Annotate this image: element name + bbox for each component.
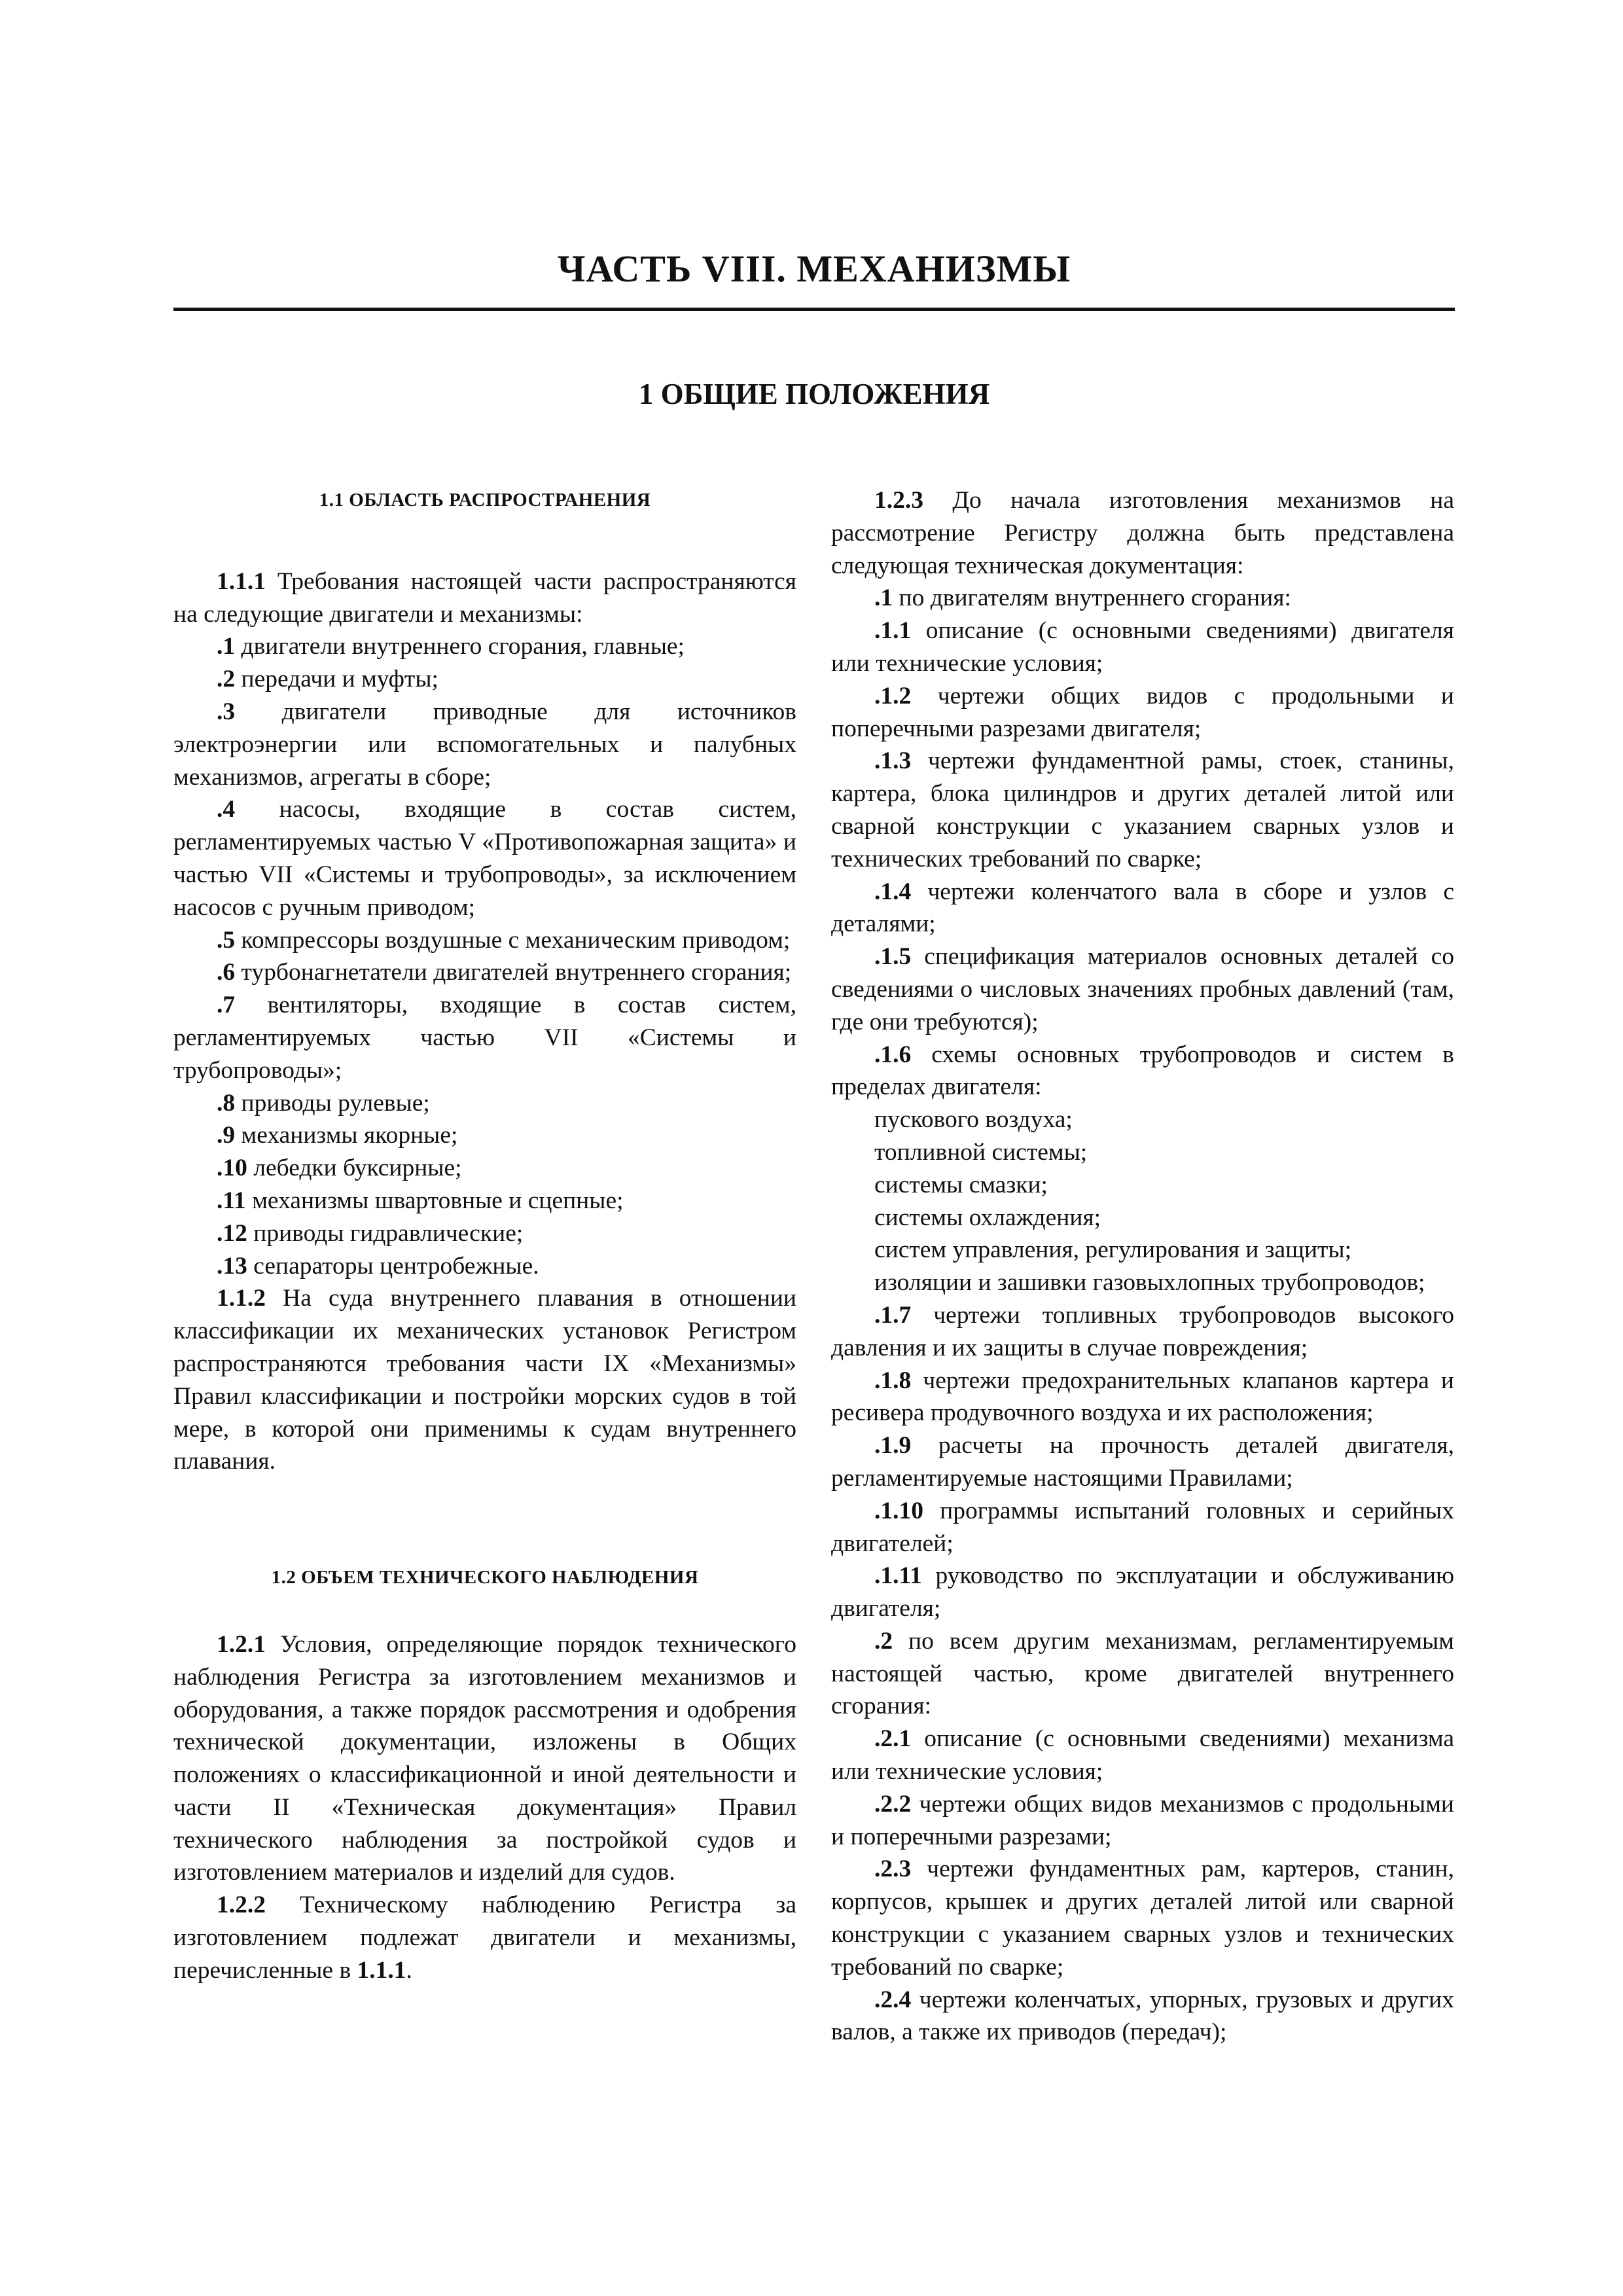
list-item: .5 компрессоры воздушные с механическим приводом; (217, 926, 791, 954)
chapter-title: 1 ОБЩИЕ ПОЛОЖЕНИЯ (638, 378, 990, 410)
list-item: .13 сепараторы центробежные. (217, 1252, 539, 1280)
list-item: .2.2 чертежи общих видов механизмов с продольными и поперечными разрезами; (831, 1790, 1454, 1850)
sub-list-item: пускового воздуха; (874, 1106, 1073, 1134)
paragraph-1-2-3: 1.2.3 До начала изготовления механизмов на рассмотрение Регистру должна быть представлена следующая техническая документация: (831, 487, 1454, 579)
title-rule (173, 308, 1455, 311)
sub-list-item: топливной системы; (874, 1138, 1088, 1166)
list-item: .1 по двигателям внутреннего сгорания: (874, 584, 1291, 612)
list-item: .1.5 спецификация материалов основных деталей со сведениями о числовых значениях пробных давлений (там, где они требуются); (831, 943, 1454, 1035)
left-item-list (173, 630, 796, 1282)
list-item: .11 механизмы швартовные и сцепные; (217, 1187, 624, 1214)
sub-list-item: систем управления, регулирования и защиты; (874, 1236, 1352, 1264)
sub-list-item: системы смазки; (874, 1171, 1048, 1198)
paragraph-number: 1.1.2 (217, 1285, 266, 1312)
list-item: .10 лебедки буксирные; (217, 1155, 462, 1182)
section-title-1-2: 1.2 ОБЪЕМ ТЕХНИЧЕСКОГО НАБЛЮДЕНИЯ (271, 1567, 699, 1588)
list-item: .6 турбонагнетатели двигателей внутреннего сгорания; (217, 959, 792, 986)
sub-list-item: изоляции и зашивки газовыхлопных трубопроводов; (874, 1269, 1425, 1297)
paragraph-number: 1.2.3 (874, 487, 923, 514)
list-item: .1 двигатели внутреннего сгорания, главные; (217, 633, 685, 660)
paragraph-number: 1.2.2 (217, 1892, 266, 1919)
list-item: .2 по всем другим механизмам, регламентируемым настоящей частью, кроме двигателей внутреннего сгорания: (831, 1627, 1454, 1720)
list-item: .1.3 чертежи фундаментной рамы, стоек, станины, картера, блока цилиндров и других деталей литой или сварной конструкции с указанием сварных узлов и технических требований по сварке; (831, 747, 1454, 872)
list-item: .7 вентиляторы, входящие в состав систем, регламентируемых частью VII «Системы и трубопроводы»; (173, 992, 796, 1084)
paragraph-number: 1.1.1 (217, 567, 266, 595)
right-column (831, 484, 1454, 2049)
left-column (173, 484, 796, 1987)
list-item: .9 механизмы якорные; (217, 1122, 458, 1149)
list-item: .2.3 чертежи фундаментных рам, картеров, станин, корпусов, крышек и других деталей литой или сварной конструкции с указанием сварных узлов и технических требований по сварке; (831, 1856, 1454, 1981)
section-title-1-1: 1.1 ОБЛАСТЬ РАСПРОСТРАНЕНИЯ (319, 490, 651, 511)
list-item: .3 двигатели приводные для источников электроэнергии или вспомогательных и палубных механизмов, агрегаты в сборе; (173, 698, 796, 791)
cross-reference: 1.1.1 (357, 1956, 406, 1984)
sub-list-item: системы охлаждения; (874, 1204, 1101, 1231)
list-item: .1.9 расчеты на прочность деталей двигателя, регламентируемые настоящими Правилами; (831, 1432, 1454, 1492)
list-item: .1.7 чертежи топливных трубопроводов высокого давления и их защиты в случае повреждения; (831, 1301, 1454, 1361)
list-item: .1.2 чертежи общих видов с продольными и поперечными разрезами двигателя; (831, 682, 1454, 742)
list-item: .2 передачи и муфты; (217, 666, 438, 693)
paragraph-1-1-2: 1.1.2 На суда внутреннего плавания в отношении классификации их механических установок Регистром распространяются требования части IX «Механизмы» Правил классификации и постройки морских судов в той мере, в которой они применимы к судам внутреннего плавания. (173, 1285, 796, 1475)
list-item: .1.8 чертежи предохранительных клапанов картера и ресивера продувочного воздуха и их расположения; (831, 1367, 1454, 1427)
list-item: .12 приводы гидравлические; (217, 1219, 524, 1247)
paragraph-1-2-2: 1.2.2 Техническому наблюдению Регистра за изготовлением подлежат двигатели и механизмы, перечисленные в 1.1.1. (173, 1892, 796, 1984)
list-item: .1.4 чертежи коленчатого вала в сборе и узлов с деталями; (831, 878, 1454, 938)
list-item: .1.10 программы испытаний головных и серийных двигателей; (831, 1497, 1454, 1557)
list-item: .1.11 руководство по эксплуатации и обслуживанию двигателя; (831, 1562, 1454, 1623)
list-item: .2.4 чертежи коленчатых, упорных, грузовых и других валов, а также их приводов (передач); (831, 1986, 1454, 2046)
list-item: .4 насосы, входящие в состав систем, регламентируемых частью V «Противопожарная защита» и частью VII «Системы и трубопроводы», за исключением насосов с ручным приводом; (173, 796, 796, 921)
list-item: .8 приводы рулевые; (217, 1089, 430, 1117)
list-item: .2.1 описание (с основными сведениями) механизма или технические условия; (831, 1725, 1454, 1785)
part-title: ЧАСТЬ VIII. МЕХАНИЗМЫ (557, 247, 1071, 290)
list-item: .1.1 описание (с основными сведениями) двигателя или технические условия; (831, 617, 1454, 677)
list-item: .1.6 схемы основных трубопроводов и систем в пределах двигателя: (831, 1041, 1454, 1101)
paragraph-1-1-1: 1.1.1 Требования настоящей части распространяются на следующие двигатели и механизмы: (173, 567, 796, 628)
paragraph-1-2-1: 1.2.1 Условия, определяющие порядок технического наблюдения Регистра за изготовлением механизмов и оборудования, а также порядок рассмотрения и одобрения технической документации, изложены в Общих положениях о классификационной и иной деятельности и части II «Техническая документация» Правил технического наблюдения за постройкой судов и изготовлением материалов и изделий для судов. (173, 1630, 796, 1886)
paragraph-number: 1.2.1 (217, 1630, 266, 1658)
